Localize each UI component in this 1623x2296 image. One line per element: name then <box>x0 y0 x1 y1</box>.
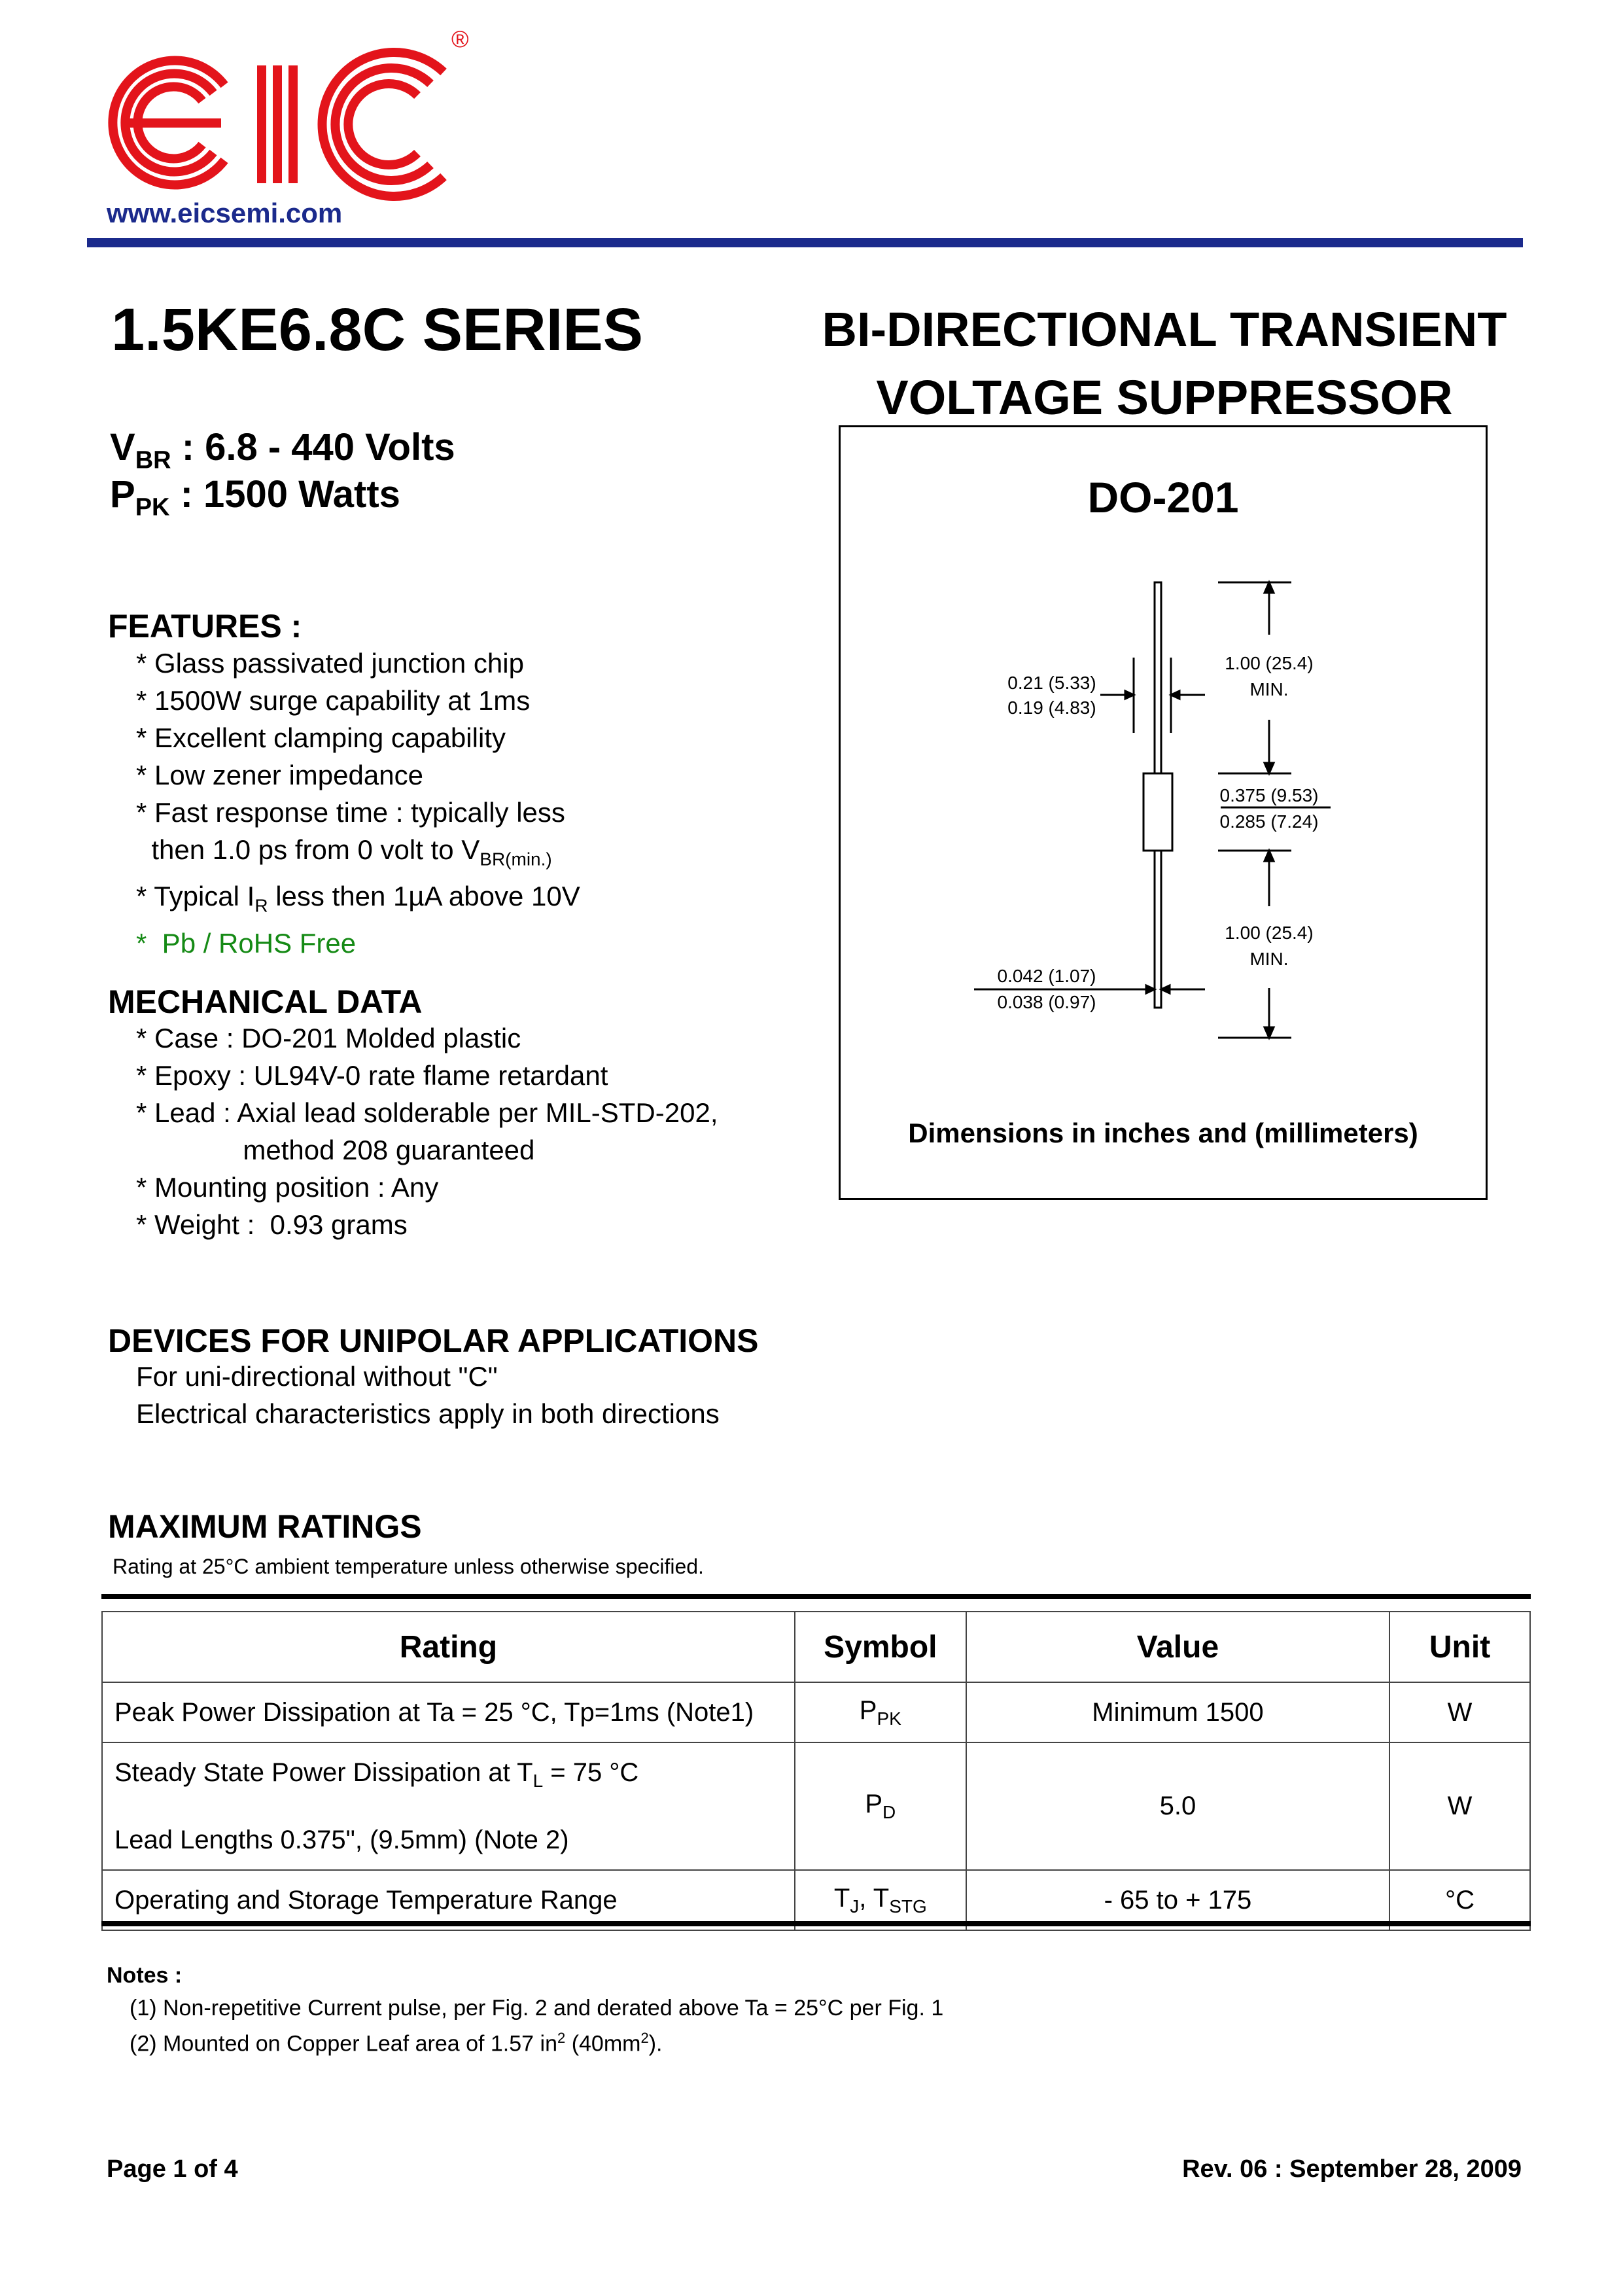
ratings-table <box>101 1611 1531 1931</box>
list-item: * Low zener impedance <box>136 760 423 790</box>
list-item: * Lead : Axial lead solderable per MIL-STD-202, <box>136 1097 718 1128</box>
notes-heading: Notes : <box>107 1963 183 1988</box>
package-drawing <box>839 425 1488 1200</box>
registered-mark: ® <box>451 26 469 52</box>
rohs-item: * Pb / RoHS Free <box>136 927 357 959</box>
table-bottom-rule <box>101 1921 1531 1926</box>
dim-wire-min: 0.038 (0.97) <box>997 992 1096 1012</box>
features-heading: FEATURES : <box>108 608 302 645</box>
value-cell: 5.0 <box>966 1742 1389 1870</box>
list-item: method 208 guaranteed <box>136 1135 535 1165</box>
symbol-cell: $T_J$, $T_{STG}$ <box>795 1870 966 1930</box>
series-title: 1.5KE6.8C SERIES <box>111 296 644 363</box>
col-rating: Rating <box>102 1612 795 1682</box>
title-line-1: BI-DIRECTIONAL TRANSIENT <box>822 302 1507 357</box>
list-item: * Glass passivated junction chip <box>136 648 524 679</box>
unipolar-heading: DEVICES FOR UNIPOLAR APPLICATIONS <box>108 1322 759 1359</box>
list-item: * 1500W surge capability at 1ms <box>136 685 531 716</box>
header-divider <box>87 238 1523 247</box>
unipolar-line-1: For uni-directional without "C" <box>136 1361 498 1392</box>
diode-body <box>1143 773 1172 851</box>
list-item: * Excellent clamping capability <box>136 722 506 753</box>
dim-lead-dia-min: 0.19 (4.83) <box>1007 698 1096 718</box>
table-row <box>102 1742 1530 1870</box>
dim-body-min: 0.285 (7.24) <box>1219 811 1319 832</box>
bottom-lead <box>1155 851 1161 1008</box>
col-symbol: Symbol <box>795 1612 966 1682</box>
mechanical-heading: MECHANICAL DATA <box>108 983 423 1020</box>
symbol-cell: $P_D$ <box>795 1742 966 1870</box>
mechanical-list <box>136 1019 718 1243</box>
list-item: * Typical $I_R$ less then 1µA above 10V <box>136 881 580 916</box>
dim-top-length: 1.00 (25.4) <box>1225 653 1314 673</box>
rating-cell: Operating and Storage Temperature Range <box>102 1870 795 1930</box>
ppk-spec: $P_{PK}$ : 1500 Watts <box>110 473 400 521</box>
unit-cell: °C <box>1389 1870 1530 1930</box>
dim-lead-dia-max: 0.21 (5.33) <box>1007 673 1096 693</box>
page-number: Page 1 of 4 <box>107 2155 238 2183</box>
dim-bottom-length: 1.00 (25.4) <box>1225 923 1314 943</box>
note-2: (2) Mounted on Copper Leaf area of 1.57 $in^2$ $(40mm^2)$. <box>130 2030 663 2057</box>
rating-cell: Steady State Power Dissipation at $T_L = 75$ °C Lead Lengths 0.375", (9.5mm) (Note 2) <box>102 1742 795 1870</box>
value-cell: Minimum 1500 <box>966 1682 1389 1742</box>
title-line-2: VOLTAGE SUPPRESSOR <box>876 370 1453 425</box>
ratings-note: Rating at 25°C ambient temperature unless otherwise specified. <box>113 1555 704 1578</box>
list-item: * Case : DO-201 Molded plastic <box>136 1023 521 1053</box>
features-list <box>136 645 580 962</box>
rating-cell: Peak Power Dissipation at Ta = 25 °C, Tp=1ms (Note1) <box>102 1682 795 1742</box>
list-item: * Mounting position : Any <box>136 1172 439 1203</box>
dim-top-min: MIN. <box>1249 679 1289 699</box>
dim-body-max: 0.375 (9.53) <box>1219 785 1319 805</box>
product-title <box>805 296 1524 432</box>
dim-bottom-min: MIN. <box>1249 949 1289 969</box>
package-name: DO-201 <box>1087 473 1239 521</box>
list-item: then 1.0 ps from 0 volt to $V_{BR(min.)}$ <box>136 834 552 870</box>
list-item: * Fast response time : typically less <box>136 797 565 828</box>
table-top-rule <box>101 1594 1531 1599</box>
vbr-spec: $V_{BR}$ : 6.8 - 440 Volts <box>110 426 455 474</box>
unipolar-line-2: Electrical characteristics apply in both directions <box>136 1398 720 1429</box>
unit-cell: W <box>1389 1742 1530 1870</box>
col-value: Value <box>966 1612 1389 1682</box>
value-cell: - 65 to + 175 <box>966 1870 1389 1930</box>
table-header-row <box>102 1612 1530 1682</box>
dim-wire-max: 0.042 (1.07) <box>997 966 1096 986</box>
col-unit: Unit <box>1389 1612 1530 1682</box>
eic-logo <box>90 26 470 203</box>
unit-cell: W <box>1389 1682 1530 1742</box>
note-1: (1) Non-repetitive Current pulse, per Fig. 2 and derated above Ta = 25°C per Fig. 1 <box>130 1996 944 2021</box>
revision-date: Rev. 06 : September 28, 2009 <box>1182 2155 1522 2183</box>
ratings-heading: MAXIMUM RATINGS <box>108 1508 422 1545</box>
symbol-cell: $P_{PK}$ <box>795 1682 966 1742</box>
table-row <box>102 1682 1530 1742</box>
list-item: * Epoxy : UL94V-0 rate flame retardant <box>136 1060 608 1091</box>
dimension-caption: Dimensions in inches and (millimeters) <box>908 1118 1418 1148</box>
list-item: * Weight : 0.93 grams <box>136 1209 408 1240</box>
website-link[interactable]: www.eicsemi.com <box>107 198 343 228</box>
